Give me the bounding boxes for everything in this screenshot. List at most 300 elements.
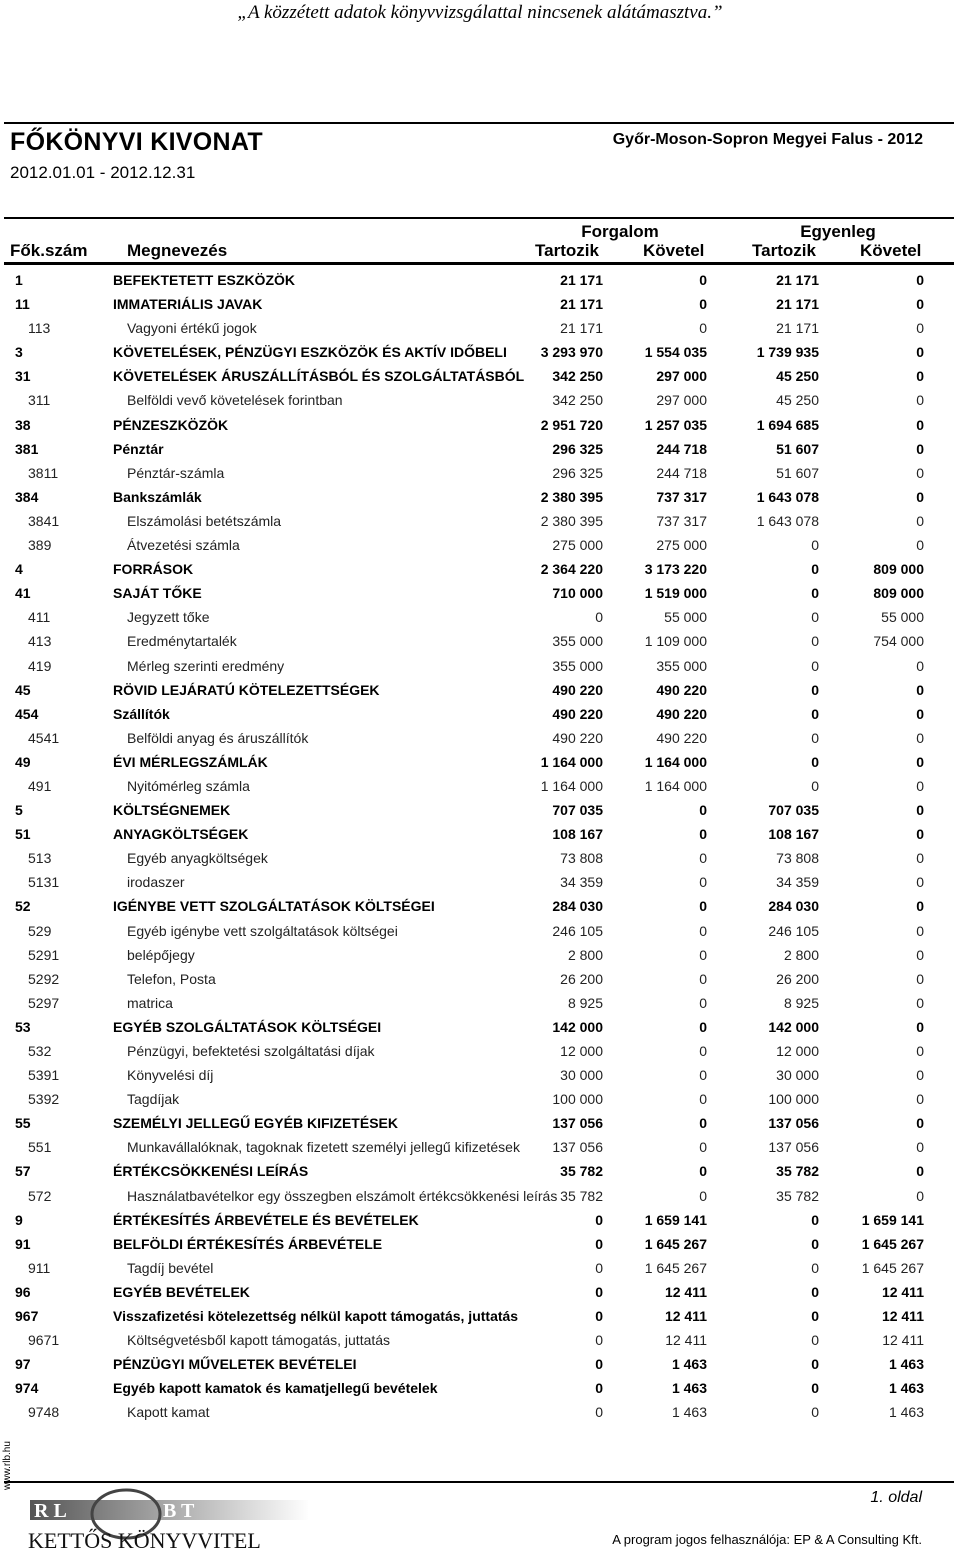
forgalom-kovetel-value: 0 xyxy=(699,850,707,867)
table-row xyxy=(0,485,960,509)
account-name: PÉNZÜGYI MŰVELETEK BEVÉTELEI xyxy=(113,1356,357,1373)
egyenleg-kovetel-value: 1 463 xyxy=(888,1404,924,1421)
egyenleg-kovetel-value: 0 xyxy=(916,296,924,313)
table-row xyxy=(0,1184,960,1208)
table-row xyxy=(0,702,960,726)
account-code: 1 xyxy=(15,272,23,288)
egyenleg-kovetel-value: 55 000 xyxy=(881,609,924,626)
forgalom-kovetel-value: 0 xyxy=(699,898,707,915)
forgalom-tartozik-value: 142 000 xyxy=(552,1018,603,1035)
account-code: 384 xyxy=(15,488,39,505)
forgalom-tartozik-value: 0 xyxy=(595,1332,603,1349)
forgalom-kovetel-value: 0 xyxy=(699,1067,707,1084)
account-name: Költségvetésből kapott támogatás, juttatás xyxy=(127,1332,391,1349)
table-row xyxy=(0,1135,960,1159)
forgalom-kovetel-value: 0 xyxy=(699,1018,707,1035)
egyenleg-kovetel-value: 0 xyxy=(916,994,924,1011)
header-top-rule xyxy=(4,122,954,124)
account-name: Eredménytartalék xyxy=(127,633,237,650)
egyenleg-kovetel-value: 1 463 xyxy=(888,1380,924,1397)
account-code: 311 xyxy=(28,392,51,409)
account-code: 4 xyxy=(15,561,23,578)
account-name: Kapott kamat xyxy=(127,1404,210,1421)
account-code: 5292 xyxy=(28,970,60,987)
account-code: 113 xyxy=(28,320,51,337)
forgalom-kovetel-value: 0 xyxy=(699,970,707,987)
egyenleg-tartozik-value: 1 643 078 xyxy=(756,512,819,529)
forgalom-tartozik-value: 26 200 xyxy=(560,970,603,987)
forgalom-tartozik-value: 0 xyxy=(595,1259,603,1276)
forgalom-kovetel-value: 0 xyxy=(699,1043,707,1059)
table-row xyxy=(0,533,960,557)
forgalom-kovetel-value: 0 xyxy=(699,296,707,313)
forgalom-kovetel-value: 0 xyxy=(699,272,707,288)
egyenleg-tartozik-value: 34 359 xyxy=(776,874,819,891)
forgalom-kovetel-value: 1 519 000 xyxy=(644,585,707,602)
forgalom-kovetel-value: 1 463 xyxy=(671,1356,707,1373)
account-name: Tagdíj bevétel xyxy=(127,1259,214,1276)
egyenleg-tartozik-value: 0 xyxy=(811,729,819,746)
table-row xyxy=(0,1111,960,1135)
account-code: 5291 xyxy=(28,946,60,963)
egyenleg-tartozik-value: 0 xyxy=(811,1356,819,1373)
forgalom-tartozik-value: 137 056 xyxy=(552,1115,603,1132)
egyenleg-tartozik-value: 707 035 xyxy=(768,802,819,819)
account-code: 381 xyxy=(15,440,39,457)
account-name: Egyéb igénybe vett szolgáltatások költségei xyxy=(127,922,398,939)
table-row xyxy=(0,1352,960,1376)
table-row xyxy=(0,605,960,629)
egyenleg-kovetel-value: 0 xyxy=(916,922,924,939)
table-row xyxy=(0,798,960,822)
account-code: 96 xyxy=(15,1283,31,1300)
forgalom-tartozik-value: 2 364 220 xyxy=(540,561,603,578)
svg-text:R L: R L xyxy=(34,1500,67,1522)
table-row xyxy=(0,726,960,750)
account-name: Átvezetési számla xyxy=(127,537,240,554)
forgalom-kovetel-value: 0 xyxy=(699,802,707,819)
account-code: 5131 xyxy=(28,874,60,891)
table-row xyxy=(0,1015,960,1039)
egyenleg-kovetel-value: 0 xyxy=(916,681,924,698)
forgalom-tartozik-value: 2 380 395 xyxy=(540,488,603,505)
forgalom-kovetel-value: 1 463 xyxy=(671,1404,707,1421)
table-row xyxy=(0,822,960,846)
egyenleg-tartozik-value: 51 607 xyxy=(776,464,819,481)
forgalom-kovetel-value: 244 718 xyxy=(656,464,707,481)
account-code: 49 xyxy=(15,753,31,770)
account-name: irodaszer xyxy=(127,874,185,891)
account-code: 413 xyxy=(28,633,52,650)
forgalom-kovetel-value: 0 xyxy=(699,1187,707,1204)
forgalom-kovetel-value: 737 317 xyxy=(656,512,707,529)
egyenleg-tartozik-value: 0 xyxy=(811,1211,819,1228)
account-name: KÖVETELÉSEK, PÉNZÜGYI ESZKÖZÖK ÉS AKTÍV IDŐBELI xyxy=(113,344,507,361)
table-row xyxy=(0,413,960,437)
egyenleg-kovetel-value: 0 xyxy=(916,440,924,457)
column-header-forgalom-tartozik: Tartozik xyxy=(535,241,599,260)
account-code: 38 xyxy=(15,416,31,433)
egyenleg-kovetel-value: 12 411 xyxy=(881,1308,924,1325)
forgalom-kovetel-value: 1 164 000 xyxy=(644,777,707,794)
egyenleg-kovetel-value: 809 000 xyxy=(873,561,924,578)
forgalom-tartozik-value: 21 171 xyxy=(560,296,603,313)
forgalom-tartozik-value: 296 325 xyxy=(552,440,603,457)
account-code: 57 xyxy=(15,1163,31,1180)
forgalom-tartozik-value: 490 220 xyxy=(552,705,603,722)
egyenleg-tartozik-value: 0 xyxy=(811,1235,819,1252)
egyenleg-tartozik-value: 12 000 xyxy=(776,1043,819,1059)
egyenleg-tartozik-value: 35 782 xyxy=(776,1187,819,1204)
forgalom-kovetel-value: 1 463 xyxy=(671,1380,707,1397)
account-code: 5 xyxy=(15,802,23,819)
account-name: KÖLTSÉGNEMEK xyxy=(113,802,231,819)
account-name: Visszafizetési kötelezettség nélkül kapott támogatás, juttatás xyxy=(113,1308,519,1325)
account-name: ÉRTÉKESÍTÉS ÁRBEVÉTELE ÉS BEVÉTELEK xyxy=(113,1211,419,1228)
egyenleg-kovetel-value: 0 xyxy=(916,1043,924,1059)
forgalom-tartozik-value: 342 250 xyxy=(552,392,603,409)
forgalom-kovetel-value: 0 xyxy=(699,1139,707,1156)
egyenleg-kovetel-value: 0 xyxy=(916,946,924,963)
egyenleg-tartozik-value: 21 171 xyxy=(776,296,819,313)
account-code: 3 xyxy=(15,344,23,361)
egyenleg-kovetel-value: 0 xyxy=(916,970,924,987)
account-name: ÉRTÉKCSÖKKENÉSI LEÍRÁS xyxy=(113,1163,309,1180)
egyenleg-kovetel-value: 0 xyxy=(916,802,924,819)
forgalom-tartozik-value: 2 951 720 xyxy=(540,416,603,433)
forgalom-tartozik-value: 8 925 xyxy=(567,994,603,1011)
egyenleg-tartozik-value: 0 xyxy=(811,777,819,794)
account-code: 967 xyxy=(15,1308,39,1325)
table-row xyxy=(0,364,960,388)
table-row xyxy=(0,629,960,653)
forgalom-tartozik-value: 21 171 xyxy=(560,320,603,337)
forgalom-tartozik-value: 246 105 xyxy=(552,922,603,939)
forgalom-kovetel-value: 55 000 xyxy=(664,609,707,626)
account-name: Pénztár xyxy=(113,440,164,457)
egyenleg-kovetel-value: 0 xyxy=(916,1139,924,1156)
egyenleg-kovetel-value: 0 xyxy=(916,657,924,674)
account-code: 491 xyxy=(28,777,52,794)
egyenleg-tartozik-value: 26 200 xyxy=(776,970,819,987)
account-name: Elszámolási betétszámla xyxy=(127,512,282,529)
table-row xyxy=(0,943,960,967)
account-code: 529 xyxy=(28,922,52,939)
egyenleg-tartozik-value: 284 030 xyxy=(768,898,819,915)
table-row xyxy=(0,846,960,870)
egyenleg-kovetel-value: 0 xyxy=(916,1067,924,1084)
egyenleg-kovetel-value: 0 xyxy=(916,368,924,385)
egyenleg-kovetel-value: 1 645 267 xyxy=(861,1259,924,1276)
account-name: SZEMÉLYI JELLEGŰ EGYÉB KIFIZETÉSEK xyxy=(113,1115,398,1132)
egyenleg-kovetel-value: 0 xyxy=(916,826,924,843)
account-code: 11 xyxy=(15,296,30,313)
egyenleg-kovetel-value: 0 xyxy=(916,1115,924,1132)
forgalom-kovetel-value: 355 000 xyxy=(656,657,707,674)
egyenleg-tartozik-value: 0 xyxy=(811,1283,819,1300)
egyenleg-tartozik-value: 100 000 xyxy=(768,1091,819,1108)
egyenleg-kovetel-value: 0 xyxy=(916,512,924,529)
table-row xyxy=(0,1232,960,1256)
table-row xyxy=(0,461,960,485)
table-row xyxy=(0,654,960,678)
table-row xyxy=(0,1256,960,1280)
egyenleg-tartozik-value: 0 xyxy=(811,561,819,578)
forgalom-tartozik-value: 0 xyxy=(595,1211,603,1228)
egyenleg-tartozik-value: 51 607 xyxy=(776,440,819,457)
forgalom-kovetel-value: 0 xyxy=(699,1091,707,1108)
columns-bottom-rule xyxy=(4,262,954,265)
forgalom-kovetel-value: 297 000 xyxy=(656,392,707,409)
forgalom-kovetel-value: 1 645 267 xyxy=(644,1259,707,1276)
forgalom-tartozik-value: 34 359 xyxy=(560,874,603,891)
column-header-code: Fők.szám xyxy=(10,241,88,260)
egyenleg-tartozik-value: 2 800 xyxy=(783,946,819,963)
page-title: FŐKÖNYVI KIVONAT xyxy=(10,128,263,156)
egyenleg-kovetel-value: 0 xyxy=(916,753,924,770)
table-row xyxy=(0,509,960,533)
account-code: 5392 xyxy=(28,1091,60,1108)
account-name: Tagdíjak xyxy=(127,1091,180,1108)
columns-top-rule xyxy=(4,217,954,219)
forgalom-kovetel-value: 12 411 xyxy=(664,1283,707,1300)
egyenleg-kovetel-value: 1 659 141 xyxy=(861,1211,924,1228)
account-name: SAJÁT TŐKE xyxy=(113,585,202,602)
account-code: 551 xyxy=(28,1139,52,1156)
egyenleg-kovetel-value: 12 411 xyxy=(881,1283,924,1300)
egyenleg-kovetel-value: 809 000 xyxy=(873,585,924,602)
egyenleg-tartozik-value: 246 105 xyxy=(768,922,819,939)
account-name: ÉVI MÉRLEGSZÁMLÁK xyxy=(113,753,268,770)
forgalom-tartozik-value: 342 250 xyxy=(552,368,603,385)
account-name: Szállítók xyxy=(113,705,170,722)
forgalom-tartozik-value: 0 xyxy=(595,1380,603,1397)
table-row xyxy=(0,1328,960,1352)
account-code: 411 xyxy=(28,609,51,626)
forgalom-tartozik-value: 100 000 xyxy=(552,1091,603,1108)
account-code: 4541 xyxy=(28,729,60,746)
account-name: Könyvelési díj xyxy=(127,1067,214,1084)
forgalom-tartozik-value: 1 164 000 xyxy=(540,753,603,770)
forgalom-kovetel-value: 12 411 xyxy=(664,1308,707,1325)
account-name: EGYÉB BEVÉTELEK xyxy=(113,1283,250,1300)
company-logo xyxy=(8,1486,308,1556)
forgalom-tartozik-value: 490 220 xyxy=(552,729,603,746)
account-code: 45 xyxy=(15,681,31,698)
egyenleg-tartozik-value: 0 xyxy=(811,657,819,674)
account-name: Belföldi anyag és áruszállítók xyxy=(127,729,309,746)
egyenleg-kovetel-value: 754 000 xyxy=(873,633,924,650)
account-name: Jegyzett tőke xyxy=(127,609,210,626)
account-name: matrica xyxy=(127,994,173,1011)
egyenleg-tartozik-value: 0 xyxy=(811,633,819,650)
table-row xyxy=(0,1039,960,1063)
egyenleg-tartozik-value: 0 xyxy=(811,1259,819,1276)
egyenleg-tartozik-value: 108 167 xyxy=(768,826,819,843)
forgalom-tartozik-value: 2 800 xyxy=(567,946,603,963)
egyenleg-kovetel-value: 0 xyxy=(916,850,924,867)
svg-text:KETTŐS KÖNYVVITEL: KETTŐS KÖNYVVITEL xyxy=(28,1528,261,1553)
egyenleg-tartozik-value: 73 808 xyxy=(776,850,819,867)
account-code: 9748 xyxy=(28,1404,60,1421)
egyenleg-kovetel-value: 0 xyxy=(916,344,924,361)
column-header-name: Megnevezés xyxy=(127,241,228,260)
egyenleg-tartozik-value: 0 xyxy=(811,585,819,602)
forgalom-tartozik-value: 0 xyxy=(595,1235,603,1252)
svg-text:B T: B T xyxy=(163,1500,195,1522)
egyenleg-tartozik-value: 1 643 078 xyxy=(756,488,819,505)
table-row xyxy=(0,1087,960,1111)
forgalom-kovetel-value: 490 220 xyxy=(656,729,707,746)
account-name: IMMATERIÁLIS JAVAK xyxy=(113,296,263,313)
forgalom-tartozik-value: 296 325 xyxy=(552,464,603,481)
page-number: 1. oldal xyxy=(870,1489,922,1506)
forgalom-kovetel-value: 0 xyxy=(699,922,707,939)
egyenleg-kovetel-value: 12 411 xyxy=(882,1332,924,1349)
forgalom-kovetel-value: 0 xyxy=(699,826,707,843)
column-header-egyenleg-kovetel: Követel xyxy=(860,241,922,260)
forgalom-kovetel-value: 12 411 xyxy=(665,1332,707,1349)
egyenleg-kovetel-value: 0 xyxy=(916,1187,924,1204)
organization-name: Győr-Moson-Sopron Megyei Falus - 2012 xyxy=(612,131,923,148)
egyenleg-kovetel-value: 0 xyxy=(916,898,924,915)
table-row xyxy=(0,388,960,412)
account-code: 91 xyxy=(15,1235,31,1252)
forgalom-tartozik-value: 0 xyxy=(595,1404,603,1421)
account-name: Pénztár-számla xyxy=(127,464,225,481)
table-row xyxy=(0,774,960,798)
forgalom-tartozik-value: 12 000 xyxy=(560,1043,603,1059)
table-row xyxy=(0,1063,960,1087)
account-name: ANYAGKÖLTSÉGEK xyxy=(113,826,249,843)
egyenleg-tartozik-value: 0 xyxy=(811,1380,819,1397)
account-name: BELFÖLDI ÉRTÉKESÍTÉS ÁRBEVÉTELE xyxy=(113,1235,383,1252)
forgalom-tartozik-value: 1 164 000 xyxy=(540,777,603,794)
licence-text: A program jogos felhasználója: EP & A Consulting Kft. xyxy=(612,1532,922,1547)
column-header-egyenleg-tartozik: Tartozik xyxy=(752,241,816,260)
account-code: 532 xyxy=(28,1043,52,1059)
table-row xyxy=(0,557,960,581)
table-row xyxy=(0,894,960,918)
table-row xyxy=(0,870,960,894)
account-name: EGYÉB SZOLGÁLTATÁSOK KÖLTSÉGEI xyxy=(113,1018,382,1035)
column-header-forgalom-kovetel: Követel xyxy=(643,241,705,260)
forgalom-tartozik-value: 284 030 xyxy=(552,898,603,915)
egyenleg-kovetel-value: 0 xyxy=(916,705,924,722)
egyenleg-tartozik-value: 142 000 xyxy=(768,1018,819,1035)
account-name: KÖVETELÉSEK ÁRUSZÁLLÍTÁSBÓL ÉS SZOLGÁLTATÁSBÓL xyxy=(113,368,525,385)
table-row xyxy=(0,991,960,1015)
account-code: 5297 xyxy=(28,994,60,1011)
account-code: 389 xyxy=(28,537,52,554)
forgalom-kovetel-value: 490 220 xyxy=(656,705,707,722)
account-name: Munkavállalóknak, tagoknak fizetett személyi jellegű kifizetések xyxy=(127,1139,520,1156)
table-row xyxy=(0,437,960,461)
egyenleg-kovetel-value: 0 xyxy=(916,1018,924,1035)
forgalom-kovetel-value: 490 220 xyxy=(656,681,707,698)
forgalom-tartozik-value: 355 000 xyxy=(552,633,603,650)
egyenleg-kovetel-value: 0 xyxy=(916,392,924,409)
account-name: BEFEKTETETT ESZKÖZÖK xyxy=(113,272,295,288)
egyenleg-tartozik-value: 0 xyxy=(811,1308,819,1325)
account-name: RÖVID LEJÁRATÚ KÖTELEZETTSÉGEK xyxy=(113,681,380,698)
egyenleg-tartozik-value: 0 xyxy=(811,705,819,722)
account-code: 97 xyxy=(15,1356,31,1373)
account-code: 5391 xyxy=(28,1067,60,1084)
egyenleg-tartozik-value: 35 782 xyxy=(776,1163,819,1180)
account-name: Nyitómérleg számla xyxy=(127,777,250,794)
forgalom-tartozik-value: 0 xyxy=(595,1283,603,1300)
egyenleg-kovetel-value: 1 645 267 xyxy=(861,1235,924,1252)
table-row xyxy=(0,1280,960,1304)
account-name: IGÉNYBE VETT SZOLGÁLTATÁSOK KÖLTSÉGEI xyxy=(113,898,435,915)
egyenleg-tartozik-value: 0 xyxy=(811,609,819,626)
forgalom-kovetel-value: 737 317 xyxy=(656,488,707,505)
egyenleg-tartozik-value: 21 171 xyxy=(776,272,819,288)
egyenleg-tartozik-value: 0 xyxy=(811,1404,819,1421)
egyenleg-kovetel-value: 0 xyxy=(916,488,924,505)
egyenleg-kovetel-value: 0 xyxy=(916,1163,924,1180)
table-row xyxy=(0,340,960,364)
account-code: 9 xyxy=(15,1211,23,1228)
forgalom-tartozik-value: 710 000 xyxy=(552,585,603,602)
account-code: 31 xyxy=(15,368,31,385)
egyenleg-tartozik-value: 0 xyxy=(811,537,819,554)
egyenleg-tartozik-value: 137 056 xyxy=(768,1139,819,1156)
forgalom-kovetel-value: 0 xyxy=(699,946,707,963)
forgalom-tartozik-value: 275 000 xyxy=(552,537,603,554)
egyenleg-tartozik-value: 1 739 935 xyxy=(756,344,819,361)
egyenleg-kovetel-value: 0 xyxy=(916,272,924,288)
account-code: 55 xyxy=(15,1115,31,1132)
table-row xyxy=(0,268,960,292)
egyenleg-tartozik-value: 0 xyxy=(811,681,819,698)
table-row xyxy=(0,967,960,991)
account-name: Telefon, Posta xyxy=(127,970,216,987)
column-group-forgalom: Forgalom xyxy=(581,222,659,241)
account-code: 3811 xyxy=(28,464,59,481)
account-code: 53 xyxy=(15,1018,31,1035)
egyenleg-kovetel-value: 0 xyxy=(916,874,924,891)
account-name: Vagyoni értékű jogok xyxy=(127,320,257,337)
forgalom-kovetel-value: 0 xyxy=(699,874,707,891)
egyenleg-tartozik-value: 30 000 xyxy=(776,1067,819,1084)
egyenleg-kovetel-value: 0 xyxy=(916,416,924,433)
forgalom-tartozik-value: 2 380 395 xyxy=(540,512,603,529)
account-code: 974 xyxy=(15,1380,39,1397)
footer-rule xyxy=(4,1481,954,1483)
account-name: Belföldi vevő követelések forintban xyxy=(127,392,343,409)
account-name: Egyéb anyagköltségek xyxy=(127,850,268,867)
forgalom-kovetel-value: 3 173 220 xyxy=(644,561,707,578)
forgalom-tartozik-value: 355 000 xyxy=(552,657,603,674)
forgalom-tartozik-value: 108 167 xyxy=(552,826,603,843)
forgalom-tartozik-value: 0 xyxy=(595,1308,603,1325)
egyenleg-kovetel-value: 0 xyxy=(916,777,924,794)
forgalom-tartozik-value: 0 xyxy=(595,609,603,626)
account-name: Egyéb kapott kamatok és kamatjellegű bevételek xyxy=(113,1380,438,1397)
forgalom-tartozik-value: 3 293 970 xyxy=(540,344,603,361)
account-code: 513 xyxy=(28,850,52,867)
egyenleg-tartozik-value: 137 056 xyxy=(768,1115,819,1132)
account-code: 911 xyxy=(28,1259,51,1276)
account-code: 41 xyxy=(15,585,31,602)
logo-url: www.rlb.hu xyxy=(2,1441,13,1490)
account-code: 9671 xyxy=(28,1332,60,1349)
account-code: 3841 xyxy=(28,512,60,529)
egyenleg-kovetel-value: 0 xyxy=(916,729,924,746)
table-row xyxy=(0,750,960,774)
